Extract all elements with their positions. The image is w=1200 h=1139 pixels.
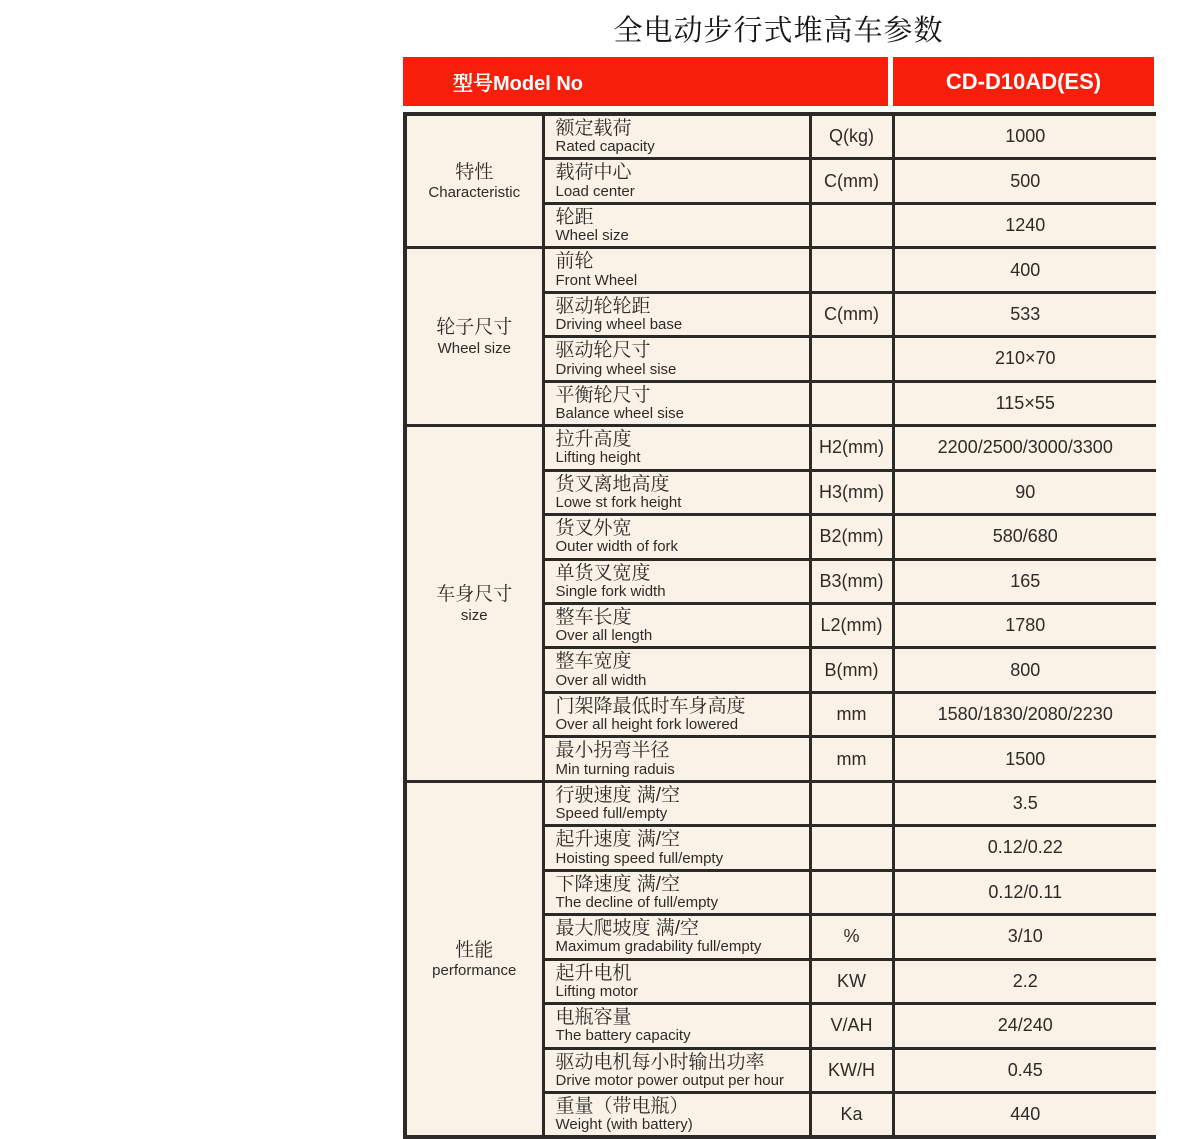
spec-label [543,337,810,381]
spec-unit: L2(mm) [810,603,893,647]
table-row [405,426,1156,470]
spec-unit: B2(mm) [810,515,893,559]
spec-label-zh: 货叉离地高度 [555,473,670,495]
spec-label [543,959,810,1003]
spec-label [543,114,810,159]
spec-value: 24/240 [893,1004,1156,1048]
spec-label-en: The battery capacity [555,1027,691,1045]
spec-label-zh: 起升电机 [555,962,632,984]
spec-label-en: Lifting motor [555,982,639,1000]
spec-unit: B3(mm) [810,559,893,603]
spec-label-en: Over all length [555,627,653,645]
model-label-cell: 型号Model No [403,57,888,106]
spec-unit: Ka [810,1092,893,1137]
spec-unit: H3(mm) [810,470,893,514]
section-name-en: Characteristic [428,184,521,202]
spec-label-en: Maximum gradability full/empty [555,938,762,956]
spec-label-en: Rated capacity [555,138,655,156]
spec-unit: Q(kg) [810,114,893,159]
spec-label [543,426,810,470]
spec-label-zh: 单货叉宽度 [555,562,651,584]
spec-value: 2.2 [893,959,1156,1003]
spec-unit: H2(mm) [810,426,893,470]
section-name-zh: 车身尺寸 [436,583,513,605]
spec-value: 440 [893,1092,1156,1137]
section-name-en: performance [432,962,517,980]
spec-label-zh: 起升速度 满/空 [555,829,681,851]
spec-label [543,692,810,736]
spec-label-zh: 前轮 [555,251,594,273]
spec-value: 0.12/0.11 [893,870,1156,914]
spec-value: 90 [893,470,1156,514]
spec-label [543,203,810,247]
spec-label-zh: 重量（带电瓶） [555,1095,689,1117]
spec-unit: % [810,915,893,959]
spec-value: 580/680 [893,515,1156,559]
spec-label [543,515,810,559]
model-value-cell: CD-D10AD(ES) [893,57,1154,106]
spec-label-en: Lifting height [555,449,641,467]
spec-label [543,648,810,692]
spec-label-en: Single fork width [555,582,666,600]
spec-label-zh: 载荷中心 [555,162,632,184]
spec-label-zh: 拉升高度 [555,429,632,451]
spec-unit: C(mm) [810,159,893,203]
spec-label-zh: 最大爬坡度 满/空 [555,918,700,940]
spec-label [543,870,810,914]
spec-value: 400 [893,248,1156,292]
spec-label [543,381,810,425]
spec-value: 165 [893,559,1156,603]
spec-label-en: Driving wheel sise [555,360,677,378]
section-category-characteristic [405,114,543,248]
spec-unit [810,337,893,381]
spec-label-en: Over all height fork lowered [555,716,739,734]
spec-label-zh: 整车宽度 [555,651,632,673]
spec-label-en: Hoisting speed full/empty [555,849,724,867]
section-name-zh: 性能 [455,939,494,961]
spec-label-zh: 货叉外宽 [555,518,632,540]
spec-label-en: Min turning raduis [555,760,675,778]
spec-value: 115×55 [893,381,1156,425]
spec-label-zh: 最小拐弯半径 [555,740,670,762]
spec-label-zh: 门架降最低时车身高度 [555,695,746,717]
spec-label [543,781,810,825]
spec-label-en: Driving wheel base [555,316,683,334]
spec-label-en: Front Wheel [555,271,638,289]
spec-label-en: Lowe st fork height [555,493,682,511]
spec-table [403,112,1156,1139]
spec-unit [810,826,893,870]
spec-label-zh: 平衡轮尺寸 [555,384,651,406]
spec-label-en: Wheel size [555,227,629,245]
page-title: 全电动步行式堆高车参数 [613,15,944,47]
table-row [405,781,1156,825]
spec-label [543,248,810,292]
spec-unit: B(mm) [810,648,893,692]
spec-table-wrapper [403,112,1156,1139]
spec-unit [810,870,893,914]
spec-unit: mm [810,737,893,781]
spec-value: 500 [893,159,1156,203]
spec-value: 1580/1830/2080/2230 [893,692,1156,736]
spec-label [543,603,810,647]
spec-label [543,826,810,870]
spec-unit: mm [810,692,893,736]
spec-label-en: Weight (with battery) [555,1116,693,1134]
spec-value: 1240 [893,203,1156,247]
spec-label-zh: 额定载荷 [555,118,632,139]
spec-label-zh: 整车长度 [555,606,632,628]
spec-label [543,470,810,514]
spec-label [543,737,810,781]
table-row [405,248,1156,292]
spec-label-en: Over all width [555,671,647,689]
section-name-zh: 特性 [455,161,494,183]
spec-label [543,1092,810,1137]
spec-label-en: Outer width of fork [555,538,679,556]
spec-label [543,559,810,603]
spec-label-en: Drive motor power output per hour [555,1071,784,1089]
section-category-body-size [405,426,543,782]
spec-unit: C(mm) [810,292,893,336]
spec-unit: KW/H [810,1048,893,1092]
spec-value: 533 [893,292,1156,336]
spec-value: 1000 [893,114,1156,159]
spec-unit: KW [810,959,893,1003]
spec-label-zh: 电瓶容量 [555,1007,632,1029]
spec-label-en: Balance wheel sise [555,404,684,422]
spec-label [543,1004,810,1048]
spec-value: 800 [893,648,1156,692]
model-header-row [403,57,1154,106]
spec-label-en: The decline of full/empty [555,893,719,911]
spec-unit [810,203,893,247]
section-name-en: size [460,606,488,624]
spec-label [543,159,810,203]
spec-label-en: Speed full/empty [555,805,668,823]
spec-value: 3.5 [893,781,1156,825]
spec-value: 2200/2500/3000/3300 [893,426,1156,470]
spec-label-zh: 驱动轮尺寸 [555,340,651,362]
spec-label-zh: 轮距 [555,206,594,228]
spec-label-zh: 下降速度 满/空 [555,873,681,895]
spec-unit [810,248,893,292]
spec-unit: V/AH [810,1004,893,1048]
spec-value: 0.45 [893,1048,1156,1092]
spec-label-zh: 驱动电机每小时输出功率 [555,1051,765,1073]
spec-unit [810,381,893,425]
section-category-performance [405,781,543,1137]
section-category-wheel-size [405,248,543,426]
spec-label-zh: 驱动轮轮距 [555,295,651,317]
spec-label [543,292,810,336]
spec-unit [810,781,893,825]
spec-label-zh: 行驶速度 满/空 [555,784,681,806]
section-name-en: Wheel size [437,340,511,358]
spec-label [543,915,810,959]
spec-value: 1500 [893,737,1156,781]
spec-label-en: Load center [555,182,635,200]
table-row [405,114,1156,159]
spec-value: 3/10 [893,915,1156,959]
spec-value: 210×70 [893,337,1156,381]
section-name-zh: 轮子尺寸 [436,317,513,339]
spec-value: 1780 [893,603,1156,647]
spec-label [543,1048,810,1092]
spec-value: 0.12/0.22 [893,826,1156,870]
